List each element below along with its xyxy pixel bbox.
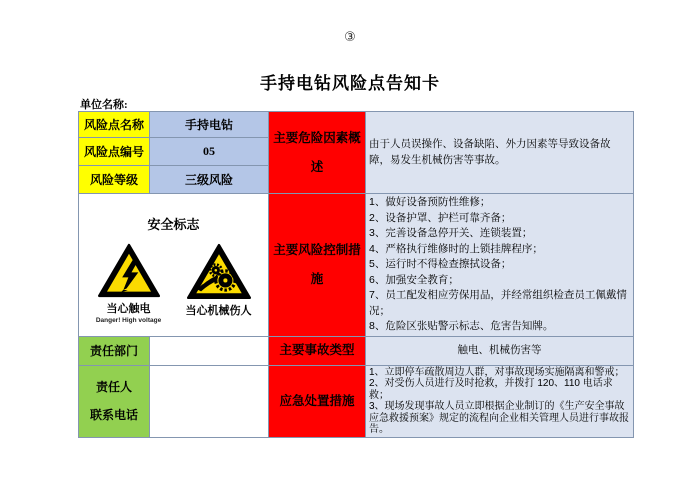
- risk-level-label-cell: 风险等级: [79, 166, 150, 194]
- risk-code-value-cell: 05: [150, 138, 269, 166]
- list-item: 1、做好设备预防性维修；: [369, 196, 491, 208]
- safety-sign-mechanical: [182, 243, 256, 318]
- electric-shock-warning-icon: [98, 243, 160, 298]
- responsible-person-label-cell: [79, 365, 150, 437]
- sign-name: 当心机械伤人: [185, 304, 252, 317]
- risk-code-label-cell: 风险点编号: [79, 138, 150, 166]
- safety-sign-electric: [92, 243, 166, 324]
- responsible-person-line2: 联系电话: [89, 408, 138, 422]
- table-row: [79, 194, 634, 337]
- safety-signs-cell: [79, 194, 269, 337]
- table-row: [79, 365, 634, 437]
- control-measures-list-cell: [366, 194, 634, 337]
- responsible-dept-label-cell: 责任部门: [79, 336, 150, 365]
- list-item: 3、完善设备急停开关、连锁装置；: [369, 227, 533, 239]
- list-item: 5、运行时不得检查擦拭设备；: [369, 258, 512, 270]
- risk-name-value-cell: 手持电钻: [150, 112, 269, 138]
- emergency-measures-list-cell: [366, 365, 634, 437]
- page-title: 手持电钻风险点告知卡: [260, 74, 440, 93]
- hazard-overview-value-cell: 由于人员误操作、设备缺陷、外力因素等导致设备故障，易发生机械伤害等事故。: [366, 112, 634, 194]
- risk-card-table: [78, 111, 634, 438]
- list-item: 6、加强安全教育；: [369, 273, 459, 286]
- risk-level-value-cell: 三级风险: [150, 166, 269, 194]
- list-item: 1、立即停车疏散周边人群，对事故现场实施隔离和警戒；: [369, 366, 625, 378]
- responsible-dept-value-cell: [150, 336, 269, 365]
- list-item: 2、设备护罩、护栏可靠齐备；: [369, 211, 512, 224]
- list-item: 4、严格执行维修时的上锁挂牌程序；: [369, 242, 543, 255]
- table-row: [79, 112, 634, 138]
- list-item: 7、员工配发相应劳保用品，并经常组织检查员工佩戴情况；: [369, 289, 627, 317]
- responsible-person-line1: 责任人: [95, 380, 132, 394]
- sign-subtitle: Danger! High voltage: [95, 316, 162, 324]
- safety-signs-group: [82, 243, 265, 324]
- list-item: 3、现场发现事故人员立即根据企业制订的《生产安全事故应急救援预案》规定的流程向企业相关管理人员进行事故报告。: [369, 401, 629, 435]
- safety-signs-title: 安全标志: [147, 216, 200, 232]
- list-item: 8、危险区张贴警示标志、危害告知牌。: [369, 320, 554, 332]
- mechanical-injury-warning-icon: [187, 243, 251, 300]
- table-row: [79, 336, 634, 365]
- accident-type-value-cell: 触电、机械伤害等: [366, 336, 634, 365]
- unit-name-label: 单位名称:: [80, 99, 128, 111]
- risk-name-label-cell: 风险点名称: [79, 112, 150, 138]
- responsible-person-value-cell: [150, 365, 269, 437]
- list-item: 2、对受伤人员进行及时抢救，并拨打 120、110 电话求救；: [369, 378, 613, 401]
- emergency-measures-header-cell: 应急处置措施: [269, 365, 366, 437]
- sign-name: 当心触电: [106, 302, 151, 315]
- control-measures-header-cell: 主要风险控制措施: [269, 194, 366, 337]
- page-number-symbol: ③: [344, 29, 356, 44]
- hazard-overview-header-cell: 主要危险因素概述: [269, 112, 366, 194]
- accident-type-header-cell: 主要事故类型: [269, 336, 366, 365]
